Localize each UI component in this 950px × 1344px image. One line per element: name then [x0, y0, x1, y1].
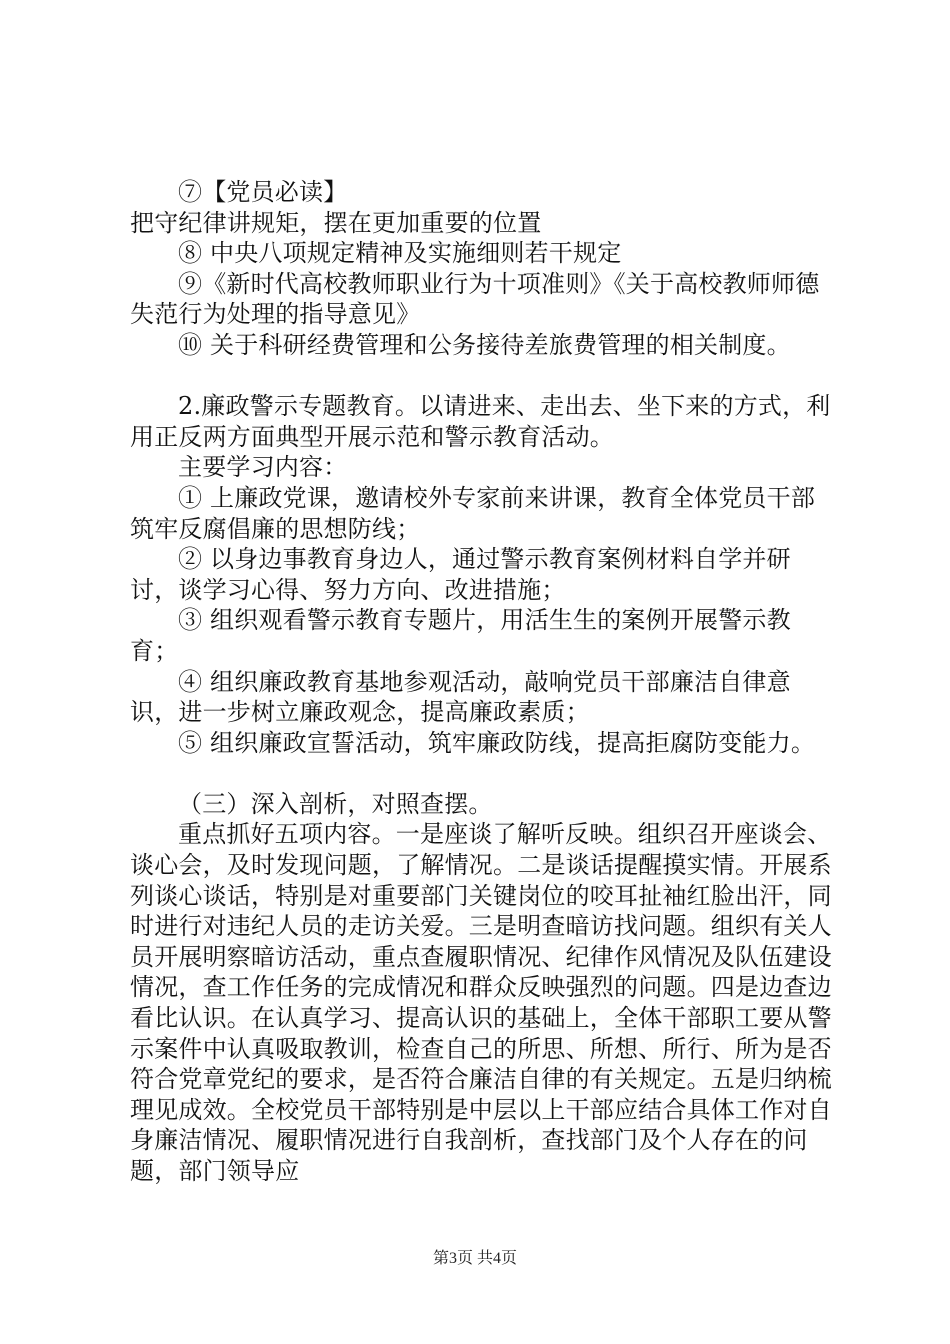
paragraph-gap — [130, 361, 836, 392]
paragraph-gap — [130, 758, 836, 789]
paragraph-item-2: ② 以身边事教育身边人，通过警示教育案例材料自学并研讨，谈学习心得、努力方向、改进措施； — [130, 545, 791, 604]
paragraph-item-4: ④ 组织廉政教育基地参观活动，敲响党员干部廉洁自律意识，进一步树立廉政观念，提高廉政素质； — [130, 667, 791, 727]
document-body — [130, 177, 836, 1187]
page-footer: 第3页 共4页 — [432, 1250, 517, 1267]
paragraph-five-items: 重点抓好五项内容。一是座谈了解听反映。组织召开座谈会、谈心会，及时发现问题，了解情况。二是谈话提醒摸实情。开展系列谈心谈话，特别是对重要部门关键岗位的咬耳扯袖红脸出汗，同时进行对违纪人员的走访关爱。三是明查暗访找问题。组织有关人员开展明察暗访活动，重点查履职情况、纪律作风情况及队伍建设情况，查工作任务的完成情况和群众反映强烈的问题。四是边查边看比认识。在认真学习、提高认识的基础上，全体干部职工要从警示案件中认真吸取教训，检查自己的所思、所想、所行、所为是否符合党章党纪的要求，是否符合廉洁自律的有关规定。五是归纳梳理见成效。全校党员干部特别是中层以上干部应结合具体工作对自身廉洁情况、履职情况进行自我剖析，查找部门及个人存在的问题，部门领导应 — [130, 820, 832, 1185]
paragraph-item-1: ① 上廉政党课，邀请校外专家前来讲课，教育全体党员干部筑牢反腐倡廉的思想防线； — [130, 483, 816, 543]
paragraph-main-content-heading: 主要学习内容： — [178, 453, 348, 482]
paragraph-discipline-rules: 把守纪律讲规矩，摆在更加重要的位置 — [130, 208, 542, 237]
paragraph-funding-rules: ⑩ 关于科研经费管理和公务接待差旅费管理的相关制度。 — [178, 330, 791, 359]
paragraph-party-reading-heading: ⑦【党员必读】 — [178, 178, 348, 206]
paragraph-item-3: ③ 组织观看警示教育专题片，用活生生的案例开展警示教育； — [130, 606, 791, 665]
paragraph-warning-education: 2.廉政警示专题教育。以请进来、走出去、坐下来的方式，利用正反两方面典型开展示范和警示教育活动。 — [130, 392, 831, 451]
paragraph-eight-rules: ⑧ 中央八项规定精神及实施细则若干规定 — [178, 239, 622, 268]
paragraph-teacher-code: ⑨《新时代高校教师职业行为十项准则》《关于高校教师师德失范行为处理的指导意见》 — [130, 269, 820, 329]
paragraph-item-5: ⑤ 组织廉政宣誓活动，筑牢廉政防线，提高拒腐防变能力。 — [178, 728, 816, 757]
section-heading-three: （三）深入剖析，对照查摆。 — [178, 789, 493, 818]
